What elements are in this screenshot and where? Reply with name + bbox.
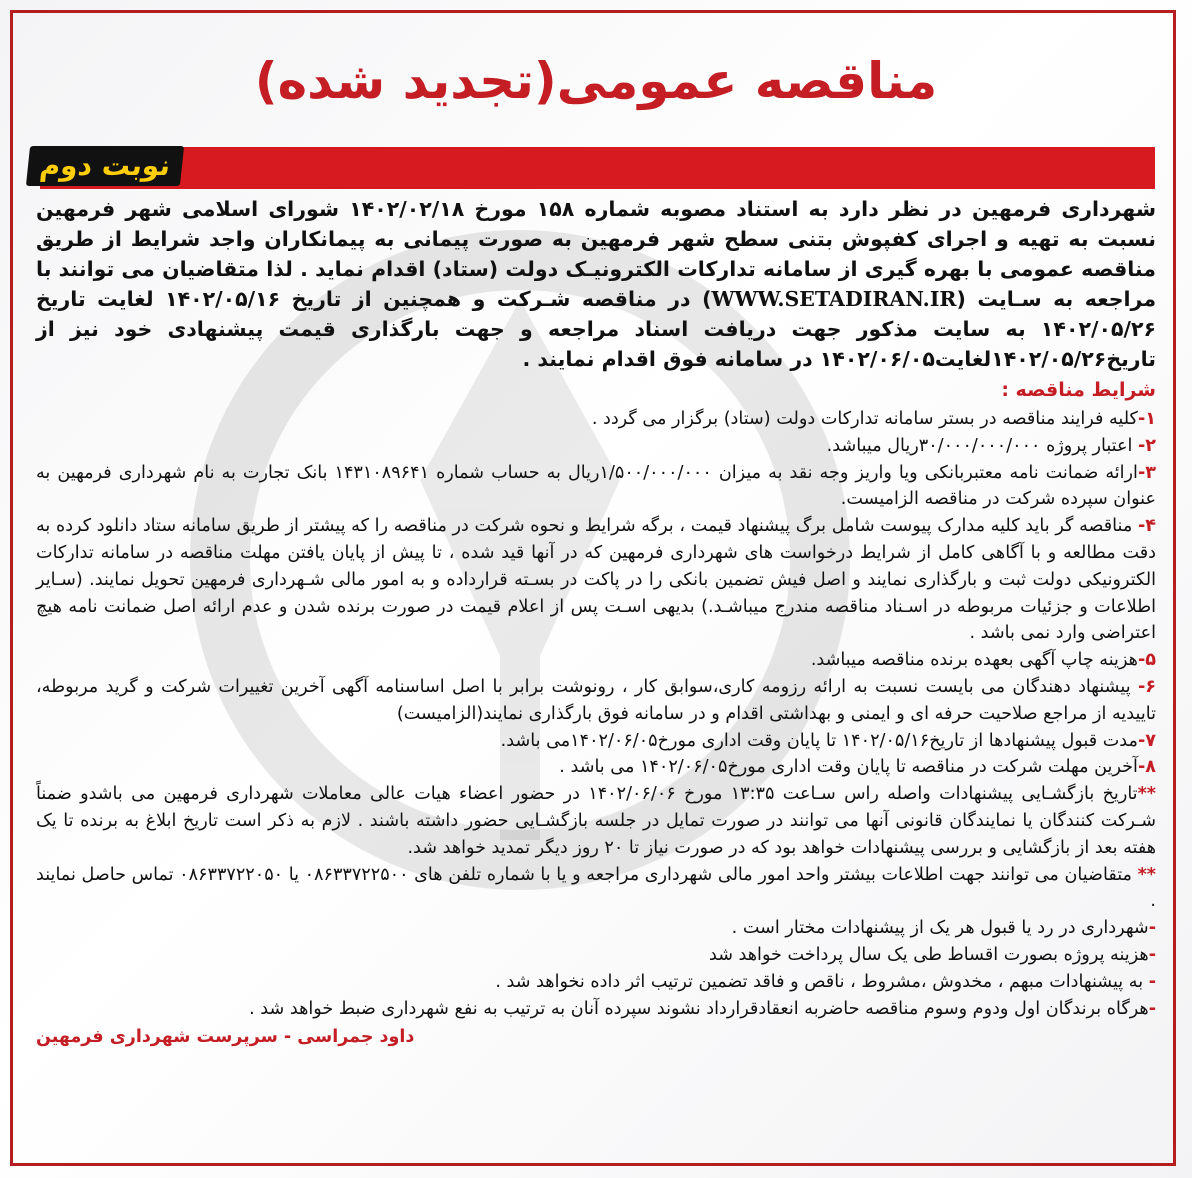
condition-item	[36, 433, 1156, 460]
contact-note	[36, 862, 1156, 916]
item-number: ۶-	[1137, 676, 1156, 697]
note-text: تاریخ بازگشـایی پیشنهادات واصله راس سـاعت ۱۳:۳۵ مورخ ۱۴۰۲/۰۶/۰۶ در حضور اعضاء هیات عالی معاملات شهرداری فرمهین می باشدو ضمناً شـرکت کنندگان یا نمایندگان قانونی آنها می توانند در صورت تمایل در جلسه بازگشـایی حضور داشته باشند . لازم به ذکر است تاریخ ابلاغ به برنده تا یک هفته بعد از بازگشایی و بررسی پیشنهادات خواهد بود که در صورت نیاز تا ۲۰ روز دیگر تمدید خواهد شد.	[36, 784, 1156, 858]
red-header-bar	[40, 147, 1155, 189]
condition-item	[36, 728, 1156, 755]
note-marker: **	[1137, 864, 1156, 885]
condition-item	[36, 460, 1156, 514]
item-number: ۲-	[1137, 435, 1156, 456]
extra-condition	[36, 996, 1156, 1023]
item-text: مدت قبول پیشنهادها از تاریخ۱۴۰۲/۰۵/۱۶ تا پایان وقت اداری مورخ۱۴۰۲/۰۶/۰۵می باشد.	[500, 730, 1138, 751]
item-text: کلیه فرایند مناقصه در بستر سامانه تدارکات دولت (ستاد) برگزار می گردد .	[591, 409, 1138, 429]
item-number: ۷-	[1137, 730, 1156, 751]
intro-paragraph	[36, 194, 1156, 374]
item-number: ۱-	[1137, 409, 1156, 429]
condition-item	[36, 647, 1156, 674]
item-number: ۴-	[1137, 516, 1156, 537]
item-text: هزینه چاپ آگهی بعهده برنده مناقصه میباشد.	[810, 650, 1138, 671]
extra-text: هرگاه برندگان اول ودوم وسوم مناقصه حاضربه انعقادقرارداد نشوند سپرده آنان به ترتیب به نفع شهرداری ضبط خواهد شد .	[249, 998, 1149, 1019]
item-text: پیشنهاد دهندگان می بایست نسبت به ارائه رزومه کاری،سوابق کار ، رونوشت برابر با اصل اساسنامه آگهی آخرین تغییرات شرکت و گرید مربوطه، تاییدیه از مراجع صلاحیت حرفه ای و ایمنی و بهداشتی اقدام و در سامانه فوق بارگذاری نمایند(الزامیست)	[36, 676, 1156, 724]
conditions-title: شرایط مناقصه :	[1001, 379, 1156, 401]
note-marker: **	[1137, 784, 1156, 805]
condition-item	[36, 513, 1156, 647]
note-text: متقاضیان می توانند جهت اطلاعات بیشتر واحد امور مالی شهرداری مراجعه و یا با شماره تلفن های ۰۸۶۳۳۷۲۲۵۰۰ یا ۰۸۶۳۳۷۲۲۰۵۰ تماس حاصل نمایند .	[36, 864, 1156, 912]
item-number: ۵-	[1137, 650, 1156, 671]
extra-condition	[36, 915, 1156, 942]
item-text: ارائه ضمانت نامه معتبربانکی ویا واریز وجه نقد به میزان ۱/۵۰۰/۰۰۰/۰۰۰ریال به حساب شماره ۱۴۳۱۰۸۹۶۴۱ بانک تجارت به نام شهرداری فرمهین به عنوان سپرده شرکت در مناقصه الزامیست.	[36, 462, 1156, 510]
item-number: ۳-	[1137, 462, 1157, 483]
item-text: مناقصه گر باید کلیه مدارک پیوست شامل برگ پیشنهاد قیمت ، برگه شرایط و نحوه شرکت در مناقصه را که پیشتر از طریق سامانه ستاد دانلود کرده به دقت مطالعه و با آگاهی کامل از شرایط درخواست های شهرداری فرمهین که در آنها قید شده ، تا پیش از پایان یافتن مهلت مناقصه در سامانه تدارکات الکترونیکی دولت ثبت و بارگذاری نمایند و اصل فیش تضمین بانکی را در پاکت در بسـته قرارداده و به امور مالی شـهرداری فرمهین تحویل نمایند. (سـایر اطلاعات و جزئیات مربوطه در اسـناد مناقصه مندرج میباشـد.) بدیهی اسـت پس از اعلام قیمت در صورت برنده شدن و عدم ارائه اصل ضمانت نامه هیچ اعتراضی وارد نمی باشد .	[36, 516, 1156, 644]
extra-text: به پیشنهادات مبهم ، مخدوش ،مشروط ، ناقص و فاقد تضمین ترتیب اثر داده نخواهد شد .	[495, 971, 1149, 992]
notice-body	[36, 194, 1156, 1052]
item-text: اعتبار پروژه ۳۰/۰۰۰/۰۰۰/۰۰۰ریال میباشد.	[826, 435, 1138, 456]
dash-marker: -	[1148, 944, 1156, 965]
page-title: مناقصه عمومی(تجدید شده)	[254, 52, 938, 110]
extra-condition	[36, 969, 1156, 996]
condition-item	[36, 406, 1156, 433]
item-text: آخرین مهلت شرکت در مناقصه تا پایان وقت اداری مورخ۱۴۰۲/۰۶/۰۵ می باشد .	[559, 757, 1138, 778]
item-number: ۸-	[1137, 757, 1156, 778]
extra-text: هزینه پروژه بصورت اقساط طی یک سال پرداخت خواهد شد	[708, 944, 1149, 965]
dash-marker: -	[1148, 971, 1156, 992]
dash-marker: -	[1148, 918, 1156, 939]
dash-marker: -	[1148, 998, 1156, 1019]
signature: داود جمراسی - سرپرست شهرداری فرمهین	[36, 1027, 415, 1048]
intro-text-2: ) در مناقصه شـرکت و همچنین از تاریخ ۱۴۰۲/۰۵/۱۶ لغایت تاریخ ۱۴۰۲/۰۵/۲۶ به سایت مذکور جهت دریافت اسناد مراجعه و جهت بارگذاری قیمت پیشنهادی خود نیز از تاریخ۱۴۰۲/۰۵/۲۶لغایت۱۴۰۲/۰۶/۰۵ در سامانه فوق اقدام نمایند .	[36, 287, 1156, 371]
extra-text: شهرداری در رد یا قبول هر یک از پیشنهادات مختار است .	[731, 918, 1149, 939]
condition-item	[36, 754, 1156, 781]
condition-item	[36, 674, 1156, 728]
intro-text-1: شهرداری فرمهین در نظر دارد به استناد مصوبه شماره ۱۵۸ مورخ ۱۴۰۲/۰۲/۱۸ شورای اسلامی شهر فرمهین نسبت به تهیه و اجرای کفپوش بتنی سطح شهر فرمهین به صورت پیمانی به پیمانکاران واجد شرایط از طریق مناقصه عمومی با بهره گیری از سامانه تدارکات الکترونیـک دولت (ستاد) اقدام نماید . لذا متقاضیان می توانند با مراجعه به سـایت (	[36, 197, 1157, 311]
opening-note	[36, 781, 1156, 861]
round-badge: نوبت دوم	[26, 146, 184, 186]
website-link[interactable]: WWW.SETADIRAN.IR	[711, 287, 957, 311]
extra-condition	[36, 942, 1156, 969]
